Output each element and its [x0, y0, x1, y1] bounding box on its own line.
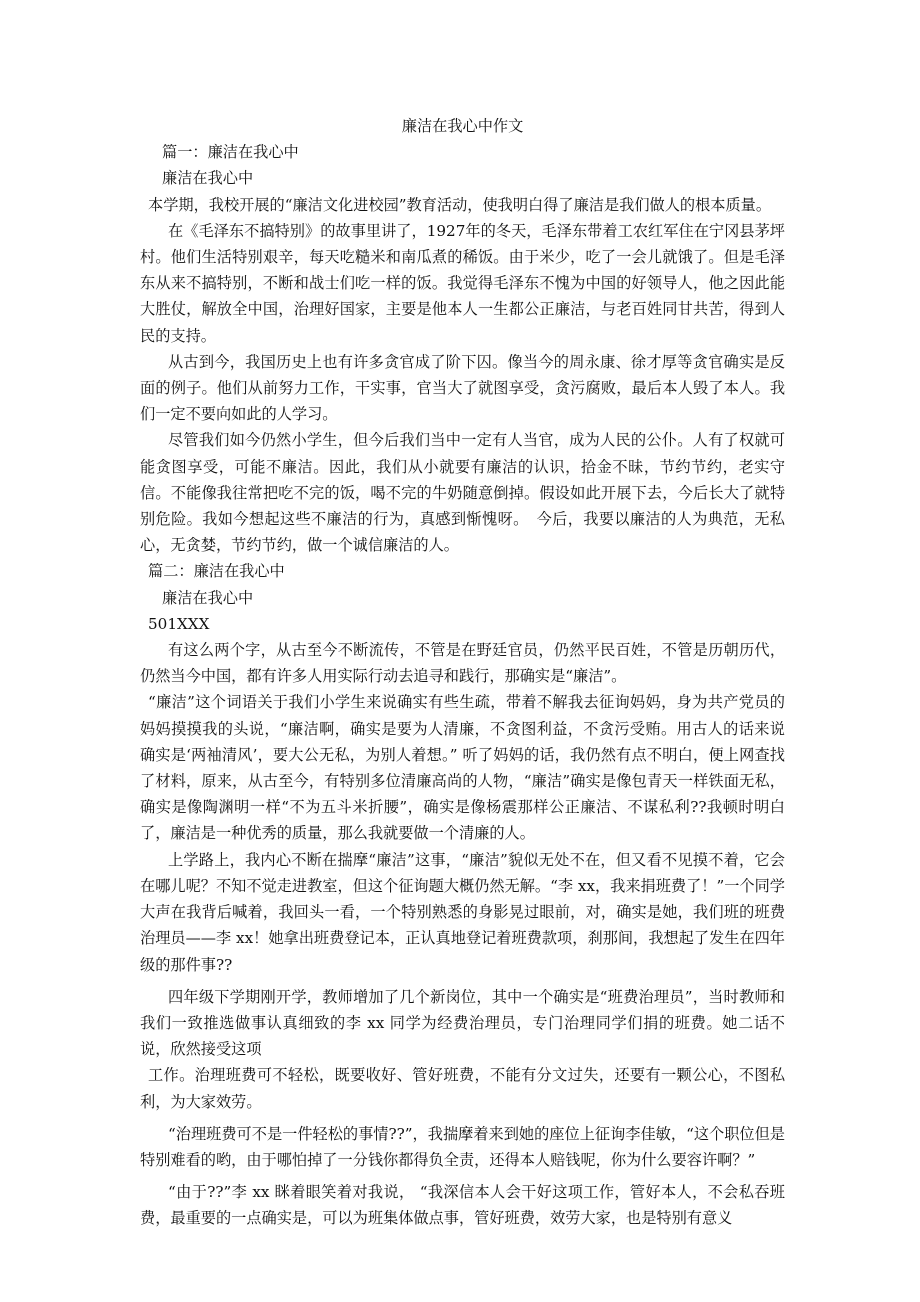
part2-paragraph-5: 工作。治理班费可不轻松，既要收好、管好班费，不能有分文过失，还要有一颗公心，不图私利，为大家效劳。 [140, 1066, 785, 1111]
part2-author: 501XXX [148, 614, 210, 633]
part2-paragraph-3: 上学路上，我内心不断在揣摩“廉洁”这事，“廉洁”貌似无处不在，但又看不见摸不着，它会在哪儿呢？不知不觉走进教室，但这个征询题大概仍然无解。“李 xx，我来捐班费了！”一个同学大声在我背后喊着，我回头一看，一个特别熟悉的身影晃过眼前，对，确实是她，我们班的班费治理员——李 xx！她拿出班费登记本，正认真地登记着班费款项，刹那间，我想起了发生在四年级的那件事?? [140, 850, 785, 974]
part2-paragraph-7: “由于??”李 xx 眯着眼笑着对我说， “我深信本人会干好这项工作，管好本人，不会私吞班费，最重要的一点确实是，可以为班集体做点事，管好班费，效劳大家，也是特别有意义 [140, 1183, 785, 1228]
part1-subtitle: 廉洁在我心中 [162, 169, 254, 188]
part1-paragraph-2: 在《毛泽东不搞特别》的故事里讲了，1927年的冬天，毛泽东带着工农红军住在宁冈县茅坪村。他们生活特别艰辛，每天吃糙米和南瓜煮的稀饭。由于米少，吃了一会儿就饿了。但是毛泽东从来不搞特别，不断和战士们吃一样的饭。我觉得毛泽东不愧为中国的好领导人，他之因此能大胜仗，解放全中国，治理好国家，主要是他本人一生都公正廉洁，与老百姓同甘共苦，得到人民的支持。 [140, 221, 785, 345]
part1-heading: 篇一：廉洁在我心中 [162, 143, 299, 162]
part1-paragraph-1: 本学期，我校开展的“廉洁文化进校园”教育活动，使我明白得了廉洁是我们做人的根本质量。 [148, 195, 772, 214]
part1-paragraph-4: 尽管我们如今仍然小学生，但今后我们当中一定有人当官，成为人民的公仆。人有了权就可能贪图享受，可能不廉洁。因此，我们从小就要有廉洁的认识，拾金不昧，节约节约，老实守信。不能像我往常把吃不完的饭，喝不完的牛奶随意倒掉。假设如此开展下去，今后长大了就特别危险。我如今想起这些不廉洁的行为，真感到惭愧呀。 今后，我要以廉洁的人为典范，无私心，无贪婪，节约节约，做一个诚信廉洁的人。 [140, 431, 785, 555]
part2-subtitle: 廉洁在我心中 [162, 588, 254, 607]
part1-paragraph-3: 从古到今，我国历史上也有许多贪官成了阶下囚。像当今的周永康、徐才厚等贪官确实是反面的例子。他们从前努力工作，干实事，官当大了就图享受，贪污腐败，最后本人毁了本人。我们一定不要向如此的人学习。 [140, 352, 785, 424]
part2-paragraph-4: 四年级下学期刚开学，教师增加了几个新岗位，其中一个确实是“班费治理员”，当时教师和我们一致推选做事认真细致的李 xx 同学为经费治理员，专门治理同学们捐的班费。她二话不说，欣然接受这项 [140, 987, 785, 1059]
part2-paragraph-6: “治理班费可不是一件轻松的事情??”，我揣摩着来到她的座位上征询李佳敏，“这个职位但是特别难看的哟，由于哪怕掉了一分钱你都得负全责，还得本人赔钱呢，你为什么要容许啊？” [140, 1124, 785, 1169]
document-title: 廉洁在我心中作文 [401, 117, 524, 135]
document-page [140, 113, 785, 1232]
part2-paragraph-2: “廉洁”这个词语关于我们小学生来说确实有些生疏，带着不解我去征询妈妈，身为共产党员的妈妈摸摸我的头说，“廉洁啊，确实是要为人清廉，不贪图利益，不贪污受贿。用古人的话来说确实是‘两袖清风’，要大公无私，为别人着想。” 听了妈妈的话，我仍然有点不明白，便上网查找了材料，原来，从古至今，有特别多位清廉高尚的人物，“廉洁”确实是像包青天一样铁面无私，确实是像陶渊明一样“不为五斗米折腰”，确实是像杨震那样公正廉洁、不谋私利??我顿时明白了，廉洁是一种优秀的质量，那么我就要做一个清廉的人。 [140, 693, 785, 843]
part2-paragraph-1: 有这么两个字，从古至今不断流传，不管是在野廷官员，仍然平民百姓，不管是历朝历代，仍然当今中国，都有许多人用实际行动去追寻和践行，那确实是“廉洁”。 [140, 641, 785, 686]
part2-heading: 篇二：廉洁在我心中 [148, 562, 285, 581]
